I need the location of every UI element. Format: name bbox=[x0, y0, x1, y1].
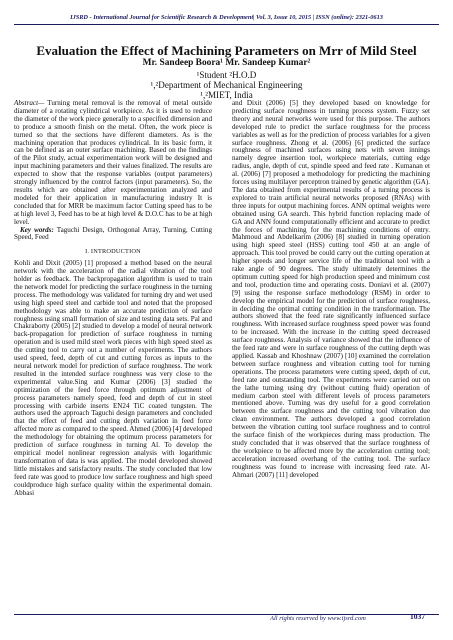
paper-title: Evaluation the Effect of Machining Parameters on Mrr of Mild Steel bbox=[36, 43, 417, 58]
affiliation-role: ¹Student ²H.O.D bbox=[196, 70, 257, 80]
abstract bbox=[14, 100, 212, 227]
footer-rights: All rights reserved by www.ijsrd.com bbox=[270, 615, 366, 622]
left-column bbox=[14, 100, 212, 497]
affiliation-department: ¹,²Department of Mechanical Engineering bbox=[150, 80, 303, 90]
page-number: 1037 bbox=[410, 612, 425, 621]
keywords-text: Taguchi Design, Orthogonal Array, Turning, Cutting Speed, Feed bbox=[14, 225, 213, 242]
section-heading-introduction: I. INTRODUCTION bbox=[85, 248, 141, 256]
paper-authors: Mr. Sandeep Boora¹ Mr. Sandeep Kumar² bbox=[142, 58, 311, 68]
affiliation-institute: ¹,²MIET, India bbox=[200, 90, 253, 100]
footer-rule bbox=[14, 614, 439, 615]
right-column bbox=[232, 100, 430, 480]
abstract-text: Turning metal removal is the removal of metal outside diameter of a rotating cylindrical workpiece. As it is used to reduce the diameter of the work piece generally to a specified dimension and to produce a smooth finish on the metal. Often, the work piece is turned so that the sections have different diameters. As is the machining operation that produces cylindrical. In its basic form, it can be defined as an outer surface machining. Based on the findings of the Pilot study, actual experimentation work will be designed and input machining parameters and their values finalized. The results are expected to show that the response variables (output parameters) strongly influenced by the control factors (input parameters). So, the results which are obtained after experimentation analyzed and modeled for their application in manufacturing industry It is concluded that for MRR be maximum factor Cutting speed has to be at high level 3, Feed has to be at high level & D.O.C has to be at high level. bbox=[14, 99, 212, 226]
header-rule bbox=[14, 24, 439, 25]
abstract-label: Abstract— bbox=[14, 99, 45, 107]
introduction-text: Kohli and Dixit (2005) [1] proposed a method based on the neural network with the acceleration of the radial vibration of the tool holder as feedback. The backpropagation algorithm is used to train the network model for predicting the surface roughness in the turning process. The methodology was validated for turning dry and wet used using high speed steel and carbide tool and noted that the proposed methodology was able to make an accurate prediction of surface roughness using small formation of size and testing data sets. Pal and Chakraborty (2005) [2] studied to develop a model of neural network back-propagation for prediction of surface roughness in turning operation and is used mild steel work pieces with high speed steel as the cutting tool to carry out a number of experiments. The authors used speed, feed, depth of cut and cutting forces as inputs to the neural network model for prediction of surface roughness. The work resulted in the intended surface roughness was very close to the experimental value.Sing and Kumar (2006) [3] studied the optimization of the feed force through optimum adjustment of process parameters namely speed, feed and depth of cut in steel processing with carbide inserts EN24 TiC coated tungsten. The authors used the approach Taguchi design parameters and concluded that the effect of feed and cutting depth variation in feed force affected more as compared to the speed. Ahmed (2006) [4] developed the methodology for obtaining the optimum process parameters for prediction of surface roughness in turning Al. To develop the empirical model nonlinear regression analysis with logarithmic transformation of data is was applied. The model developed showed little mistakes and satisfactory results. The study concluded that low feed rate was good to produce low surface roughness and high speed couldproduce high surface quality within the experimental domain. Abbasi bbox=[14, 259, 212, 497]
keywords-label: Key words: bbox=[20, 225, 54, 234]
journal-header: IJSRD - International Journal for Scientific Research & Development| Vol. 3, Issue 10, 2015 | ISSN (online): 2321-0613 bbox=[70, 14, 383, 21]
right-column-text: and Dixit (2006) [5] they developed based on knowledge for predicting surface roughness in turning process system. Fuzzy set theory and neural networks were used for this purpose. The authors developed rule to predict the surface roughness for the process variables as well as for the prediction of process variables for a given surface roughness. Zhong et al. (2006) [6] predicted the surface roughness of machined surfaces using nets with seven innings namely degree insertion tool, workpiece materials, cutting edge radius, angle, depth of cut, spindle speed and feed rate . Kumanan et al. (2006) [7] proposed a methodology for predicting the machining forces using multilayer perceptron trained by genetic algorithm (GA). The data obtained from experimental results of a turning process is explored to train artificial neural networks proposed (RNAs) with three inputs for output machining forces. ANN optimal weights were obtained using GA search. This hybrid function replacing made of GA and ANN found computationally efficient and accurate to predict the forces of machining for the machining conditions of entry. Mahmoud and Abdelkarim (2006) [8] studied in turning operation using high speed steel (HSS) cutting tool 450 at an angle of approach. This tool proved be could carry out the cutting operation at higher speeds and longer service life of the traditional tool with a rake angle of 90 degrees. The study ultimately determines the optimum cutting speed for high production speed and minimum cost and tool, production time and operating costs. Doniavi et al. (2007) [9] using the response surface methodology (RSM) in order to develop the empirical model for the prediction of surface roughness, in deciding the optimal cutting condition in the transformation. The authors showed that the feed rate significantly influenced surface roughness. With increased surface roughness speed power was found to be increased. With the increase in the cutting speed decreased surface roughness. Analysis of variance showed that the influence of the feed rate and were in surface roughness of the cutting depth was applied. Kassab and Khoshnaw (2007) [10] examined the correlation between surface roughness and vibration cutting tool for turning operations. The process parameters were cutting speed, depth of cut, feed rate and outstanding tool. The experiments were carried out on the lathe turning using dry (without cutting fluid) operation of medium carbon steel with different levels of process parameters mentioned above. Turning was dry useful for a good correlation between the surface roughness and the cutting tool vibration due clean environment. The authors developed a good correlation between the vibration cutting tool surface roughness and to control the surface finish of the workpieces during mass production. The study concluded that it was observed that the surface roughness of the workpiece to be affected more by the acceleration cutting tool; acceleration increased overhang of the cutting tool. The surface roughness was found to increase with increasing feed rate. Al-Ahmari (2007) [11] developed bbox=[232, 99, 430, 479]
keywords bbox=[14, 227, 212, 243]
